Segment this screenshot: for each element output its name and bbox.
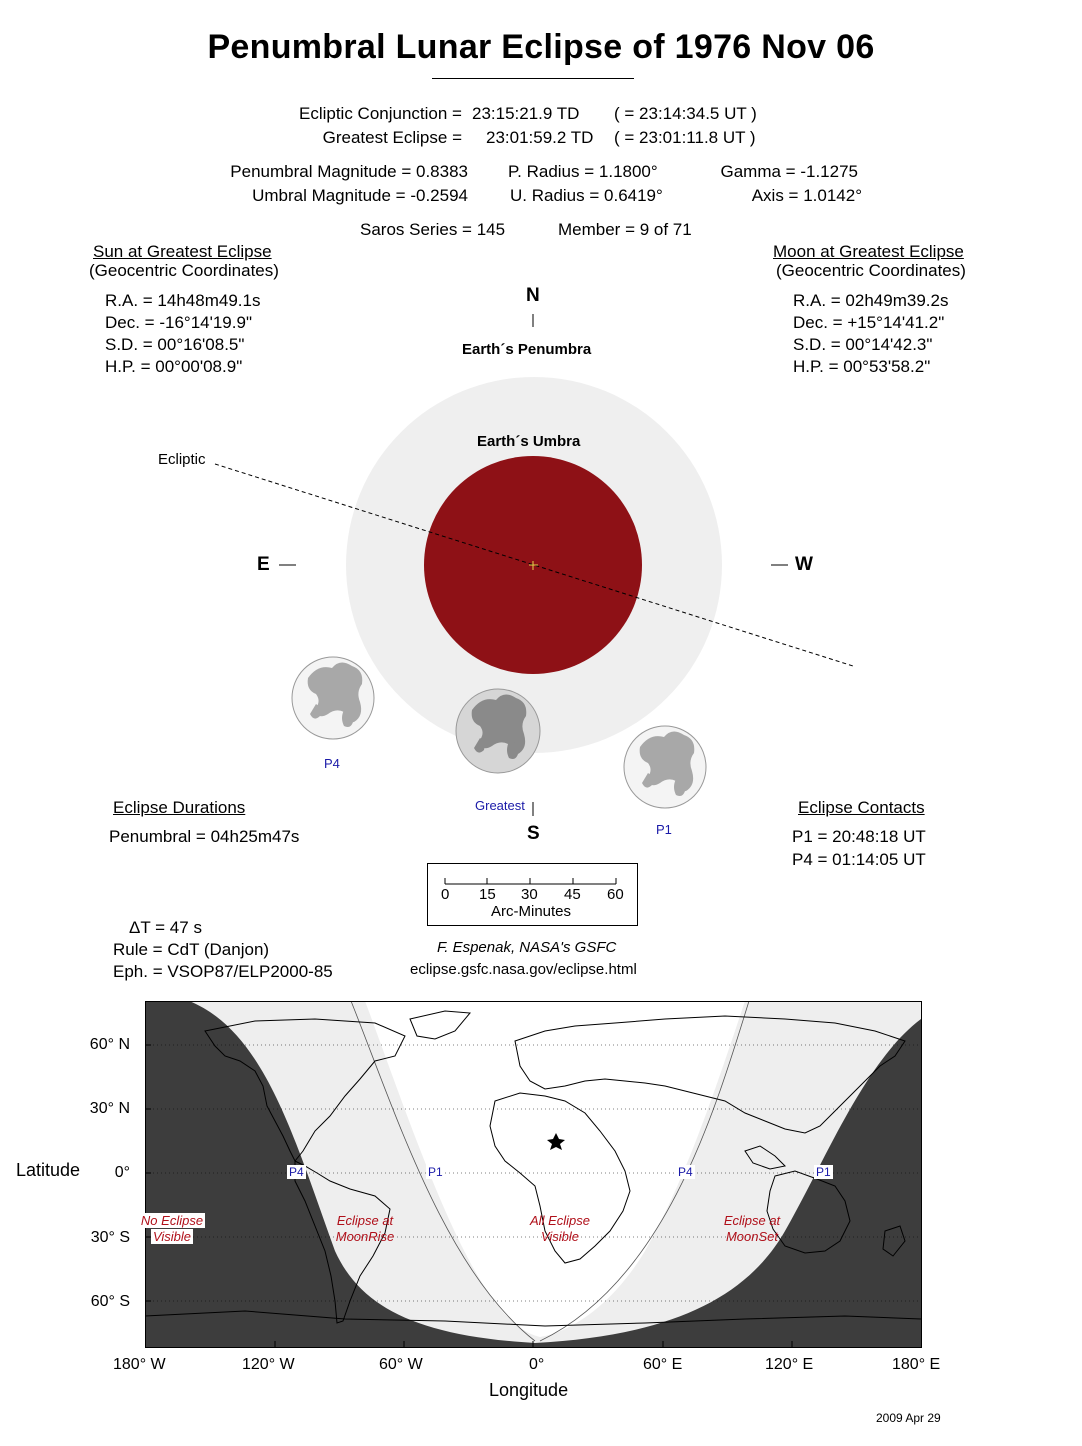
region-moonrise-line2: MoonRise [335,1229,395,1244]
moon-subheading: (Geocentric Coordinates) [776,261,966,280]
scale-tick-45: 45 [564,886,581,903]
axis-value: Axis = 1.0142° [751,186,862,205]
latitude-title: Latitude [16,1160,81,1180]
moon-greatest [456,689,540,773]
region-moonset-line1: Eclipse at [723,1213,781,1228]
lon-tick-180e: 180° E [892,1356,941,1373]
penumbral-duration: Penumbral = 04h25m47s [109,827,300,846]
lon-tick-180w: 180° W [113,1356,166,1373]
penumbral-radius: P. Radius = 1.1800° [508,162,658,181]
gamma-value: Gamma = -1.1275 [720,162,858,181]
moon-dec: Dec. = +15°14'41.2" [793,313,945,332]
region-no-eclipse-line2: Visible [152,1229,192,1244]
greatest-moon-label: Greatest [475,798,525,813]
lat-tick-30s: 30° S [90,1229,130,1246]
moon-hp: H.P. = 00°53'58.2" [793,357,931,376]
longitude-title: Longitude [489,1380,569,1400]
region-moonset [716,1213,788,1245]
greatest-eclipse-ut: ( = 23:01:11.8 UT ) [614,128,756,147]
lat-tick-0: 0° [114,1164,130,1181]
moon-sd: S.D. = 00°14'42.3" [793,335,933,354]
contacts-heading: Eclipse Contacts [798,798,925,817]
ecliptic-conjunction-label: Ecliptic Conjunction = [298,104,462,123]
moon-ra: R.A. = 02h49m39.2s [793,291,949,310]
title-underline [432,78,634,79]
west-label: W [795,554,813,575]
map-label-p4-west: P4 [289,1165,304,1179]
sun-ra: R.A. = 14h48m49.1s [105,291,261,310]
region-all-visible-line2: Visible [540,1229,580,1244]
map-label-p4-east: P4 [678,1165,693,1179]
penumbral-magnitude: Penumbral Magnitude = 0.8383 [230,162,468,181]
ecliptic-conjunction-ut: ( = 23:14:34.5 UT ) [614,104,757,123]
map-label-p1-west: P1 [428,1165,443,1179]
lat-tick-30n: 30° N [89,1100,130,1117]
p4-moon-label: P4 [324,756,340,771]
greatest-eclipse-label: Greatest Eclipse = [322,128,462,147]
lat-tick-60s: 60° S [90,1293,130,1310]
lon-tick-120w: 120° W [242,1356,295,1373]
south-label: S [527,823,540,844]
credit-author: F. Espenak, NASA's GSFC [437,939,617,956]
credit-url: eclipse.gsfc.nasa.gov/eclipse.html [410,961,637,978]
region-moonrise-line1: Eclipse at [336,1213,394,1228]
saros-series: Saros Series = 145 [360,220,506,239]
sun-sd: S.D. = 00°16'08.5" [105,335,245,354]
umbral-magnitude: Umbral Magnitude = -0.2594 [252,186,468,205]
ecliptic-conjunction-td: 23:15:21.9 TD [472,104,580,123]
umbra-label: Earth´s Umbra [477,433,581,450]
penumbra-label: Earth´s Penumbra [462,341,592,358]
lon-tick-60e: 60° E [643,1356,683,1373]
east-label: E [257,554,270,575]
scale-tick-30: 30 [521,886,538,903]
lon-tick-120e: 120° E [765,1356,814,1373]
moon-heading: Moon at Greatest Eclipse [773,242,964,261]
region-all-visible [522,1213,598,1245]
p1-moon-label: P1 [656,822,672,837]
scale-tick-15: 15 [479,886,496,903]
lon-tick-60w: 60° W [379,1356,423,1373]
sun-hp: H.P. = 00°00'08.9" [105,357,243,376]
rule: Rule = CdT (Danjon) [113,940,270,959]
scale-label: Arc-Minutes [491,903,572,920]
saros-member: Member = 9 of 71 [558,220,692,239]
page-title: Penumbral Lunar Eclipse of 1976 Nov 06 [207,28,875,66]
moon-p4 [292,657,374,739]
north-label: N [526,285,540,306]
durations-heading: Eclipse Durations [113,798,246,817]
map-label-p1-east: P1 [816,1165,831,1179]
contact-p4: P4 = 01:14:05 UT [792,850,926,869]
lat-tick-60n: 60° N [89,1036,130,1053]
delta-t: ΔT = 47 s [129,918,202,937]
date-stamp: 2009 Apr 29 [876,1411,941,1425]
ephemeris: Eph. = VSOP87/ELP2000-85 [113,962,333,981]
lon-tick-0: 0° [529,1356,545,1373]
ecliptic-label: Ecliptic [158,451,206,468]
umbral-radius: U. Radius = 0.6419° [510,186,663,205]
sun-heading: Sun at Greatest Eclipse [93,242,272,261]
region-no-eclipse-line1: No Eclipse [140,1213,204,1228]
region-moonset-line2: MoonSet [725,1229,779,1244]
sun-subheading: (Geocentric Coordinates) [89,261,279,280]
region-all-visible-line1: All Eclipse [530,1213,590,1228]
visibility-map [145,1001,922,1348]
greatest-eclipse-td: 23:01:59.2 TD [486,128,594,147]
region-no-eclipse [136,1213,208,1245]
scale-tick-60: 60 [607,886,624,903]
sun-dec: Dec. = -16°14'19.9" [105,313,252,332]
contact-p1: P1 = 20:48:18 UT [792,827,926,846]
moon-p1 [624,726,706,808]
eclipse-diagram [0,280,1082,860]
scale-tick-0: 0 [441,886,450,903]
region-moonrise [329,1213,401,1245]
